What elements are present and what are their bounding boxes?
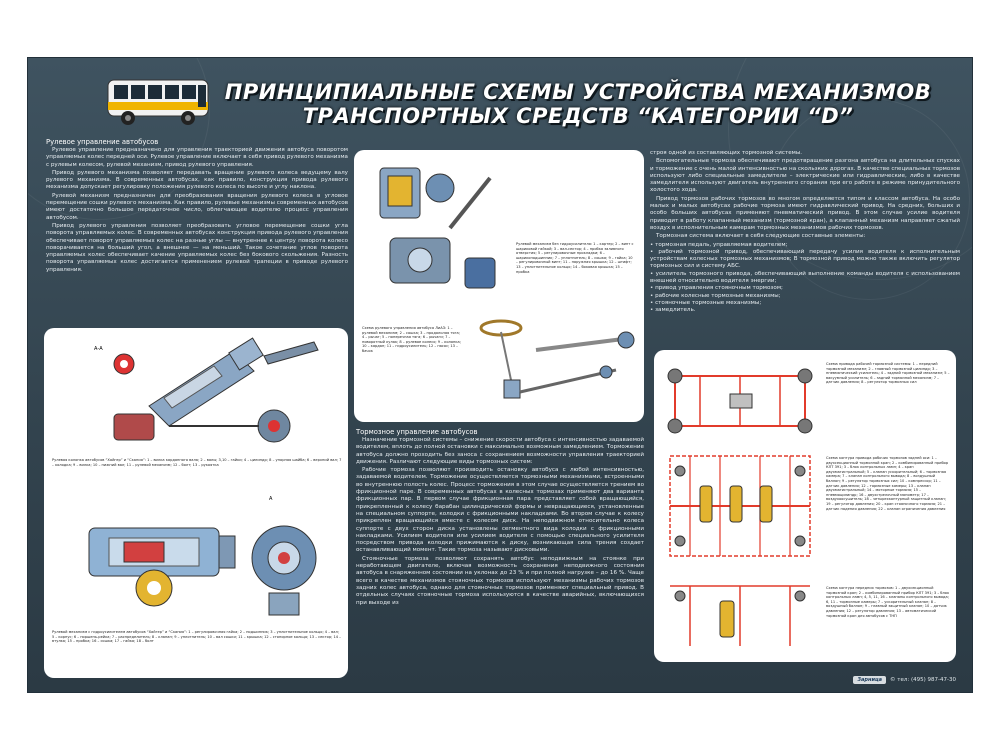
rear-brake-circuit-caption: Схема контура привода рабочих тормозов задней оси: 1 – двухсекционный тормозной кран; 2 – комбинированный прибор КЛТ 391; 3 – блок контрольных ламп; 4 – кран двухмагистральный; 5 – клапан ускорительный; 6 – тормозная камера; 7 – клапан контрольного вывода; 8 – воздушный баллон; 9 – регулятор тормозных сил; 10 – компрессор; 11 – датчик давления; 12 – тормозные камеры; 13 – клапан двухмагистральный; 14 – моторные тормоза; 15 – пневмоцилиндр; 16 – двухстрелочный манометр; 17 – воздухоосушитель; 18 – четырехконтурный защитный клапан; 19 – регулятор давления; 20 – кран стояночного тормоза; 21 – датчик падения давления; 22 – клапан ограничения давления bbox=[826, 456, 949, 511]
brakes-paragraph: Вспомогательные тормоза обеспечивают предотвращение разгона автобуса на длительных спусках и торможение с очень малой интенсивностью на скользких дорогах. В качестве специальных тормозов используют либо специальные замедлители – электрические или гидравлические, либо в качестве замедлителя используют двигатель внутреннего сгорания при его работе в режиме принудительного холостого хода. bbox=[650, 158, 960, 194]
footer bbox=[853, 676, 956, 684]
brakes-paragraph: строя одной из составляющих тормозной системы. bbox=[650, 150, 803, 156]
brakes-continued-section bbox=[650, 150, 960, 346]
steering-column-caption: Рулевая колонка автобусов “Хайгер” и “Скания”: 1 – вилка карданного вала; 2 – валы; 3,10 – гайки; 4 – цилиндр; 8 – упорная шайба; 6 – верхний вал; 7 – колодка; 9 – вилка; 10 – нижний вал; 11 – рулевой механизм; 12 – болт; 13 – рукоятка bbox=[52, 458, 342, 467]
front-brake-circuit-caption: Схема контура передних тормозов: 1 – двухсекционный тормозной кран; 2 – комбинированный прибор КЛТ 391; 3 – блок контрольных ламп; 4, 5, 11, 16 – клапаны контрольного вывода; 6, 11 – тормозные камеры; 7 – ускорительный клапан; 8 – воздушный баллон; 9 – главный защитный клапан; 10 – датчик давления; 12 – регулятор давления; 13 – автоматический тормозной кран для автобусов с ТНП bbox=[826, 586, 950, 618]
brakes-paragraph: Рабочие тормоза позволяют производить остановку автобуса с любой интенсивностью, задаваемой водителем. Торможение осуществляется тормозными механизмами, встроенными во внутреннюю полость колес. Процесс торможения в этом случае осуществляется трением во фрикционной паре. В современных автобусах в колесных тормозах применяют два варианта фрикционных пар. В первом случае фрикционная пара представляет собой вращающийся, прикрепленный к колесу барабан цилиндрической формы и невращающиеся, установленные на специальном суппорте, колодки с фрикционными накладками. Во втором случае к колесу прикреплен вращающийся вместе с колесом диск. На неподвижном относительно колеса суппорте с двух сторон диска установлены сегментного вида колодки с фрикционными накладками. Усилием водителя или усилием водителя с помощью специального усилителя посредством привода колодки прижимаются к диску, возникающая сила трения создает останавливающий момент. Такие тормоза называют дисковыми. bbox=[356, 467, 644, 554]
steering-paragraph: Рулевой механизм предназначен для преобразования вращения рулевого колеса в угловое перемещение сошки рулевого механизма. Как правило, рулевые механизмы современных автобусов имеют достаточно большое передаточное число, облегчающее водителю процесс управления автобусом. bbox=[46, 192, 348, 221]
poster bbox=[28, 58, 972, 692]
title-line-2: ТРАНСПОРТНЫХ СРЕДСТВ “КАТЕГОРИИ “D” bbox=[302, 104, 854, 128]
brakes-paragraph: Стояночные тормоза позволяют сохранять автобус неподвижным на стоянке при неработающем двигателе, включая возможность сохранения неподвижного состояния автобуса в снаряженном состоянии на уклонах до 23 % и при полной нагрузке – до 16 %. Чаще всего в качестве механизмов стояночных тормозов используют механизмы рабочих тормозов задних колес автобуса, однако для стояночных тормозов применяют специальный привод. В отдельных случаях стояночные тормоза используются в качестве аварийных, включающихся при выходе из bbox=[356, 555, 644, 606]
brakes-paragraph: Привод тормозов рабочих тормозов во многом определяется типом и классом автобуса. На особо малых и малых автобусах рабочие тормоза имеют гидравлический привод. На средних, больших и особо больших автобусах применяют пневматический привод. В этом случае усилие водителя приводит в работу клапанный механизм (тормозной кран), а клапанный механизм направляет сжатый воздух в исполнительным камерам тормозных механизмов рабочих тормозов. bbox=[650, 195, 960, 231]
steering-paragraph: Привод рулевого механизма позволяет передавать вращение рулевого колеса ведущему валу рулевого механизма. В современных автобусах, как правило, конструкция привода рулевого механизма допускает регулировку положения рулевого колеса по высоте и углу наклона. bbox=[46, 169, 348, 191]
brakes-bullet: • тормозная педаль, управляемая водителем; bbox=[650, 241, 788, 248]
steering-scheme-caption: Схема рулевого управления автобуса ЛиАЗ: 1 – рулевой механизм; 2 – сошка; 3 – продольная тяга; 4 – рычаг; 5 – поперечная тяга; 6 – рычаги; 7 – поворотный кулак; 8 – рулевое колесо; 9 – колонка; 10 – кардан; 11 – гидроусилитель; 12 – насос; 13 – бачок bbox=[362, 326, 461, 353]
steering-paragraph: Привод рулевого управления позволяет преобразовать угловое перемещение сошки угла поворота управляемых колес. В современных автобусах конструкция привода рулевого управления обеспечивает поворот управляемых колес на разные углы — внутреннее к центру поворота колесо поворачивается на больший угол, а внешнее — на меньший. Такое сочетание углов поворота управляемых колес обеспечивает качение управляемых колес без бокового скольжения. Разность поворота управляемых колес достигается применением рулевой трапеции в приводе рулевого управления. bbox=[46, 222, 348, 273]
diagram-label: А-А bbox=[94, 346, 103, 352]
brakes-paragraph: Назначение тормозной системы – снижение скорости автобуса с интенсивностью задаваемой водителем, вплоть до полной остановки с максимально возможным замедлением. Торможение автобуса должно проходить без заноса с сохранением возможности управления траекторией движения. Различают следующие виды тормозных систем: bbox=[356, 437, 644, 465]
steering-mechanism-caption: Рулевой механизм без гидроусилителя: 1 – картер; 2 – винт с шариковой гайкой; 3 – вал-сектор; 4 – пробка заливного отверстия; 5 – регулировочные прокладки; 6 – шарикоподшипник; 7 – уплотнитель; 8 – сошка; 9 – гайка; 10 – регулировочный винт; 11 – наружная крышка; 12 – штифт; 13 – уплотнительное кольцо; 14 – боковая крышка; 15 – пробка bbox=[516, 242, 634, 274]
brakes-bullet: • замедлитель. bbox=[650, 307, 696, 314]
brakes-section bbox=[356, 428, 644, 678]
brakes-bullet: • привод управления стояночным тормозом; bbox=[650, 285, 783, 292]
header bbox=[28, 58, 972, 140]
steering-paragraph: Рулевое управление предназначено для управления траекторией движения автобуса поворотом управляемых колес передней оси. Рулевое управление включает в себя привод рулевого механизма с рулевым колесом, рулевой механизм, привод рулевого управления. bbox=[46, 147, 348, 168]
steering-column-diagram bbox=[54, 336, 339, 454]
brakes-bullet: • стояночные тормозные механизмы; bbox=[650, 299, 762, 306]
publisher-logo: Зарница bbox=[853, 676, 886, 684]
steering-heading: Рулевое управление автобусов bbox=[46, 138, 159, 146]
steering-section bbox=[46, 138, 348, 328]
steering-diagram-panel bbox=[44, 328, 348, 678]
brake-system-diagram bbox=[660, 356, 820, 656]
steering-scheme-diagram bbox=[466, 310, 641, 418]
steering-gear-diagram bbox=[69, 488, 329, 628]
diagram-label: А bbox=[269, 496, 273, 502]
steering-gear-caption: Рулевой механизм с гидроусилителем автобусов “Хайгер” и “Скания”: 1 – регулировочная гайка; 2 – подшипник; 3 – уплотнительное кольцо; 4 – вал; 5 – корпус; 6 – поршень-рейка; 7 – распределитель; 8 – клапан; 9 – уплотнитель; 10 – вал сошки; 11 – крышка; 12 – стопорное кольцо; 13 – сектор; 14 – втулка; 15 – пробка; 16 – сошка; 17 – гайка; 18 – болт bbox=[52, 630, 341, 644]
poster-title bbox=[218, 80, 938, 128]
brake-drive-caption: Схема привода рабочей тормозной системы: 1 – передний тормозной механизм; 2 – главный тормозной цилиндр; 3 – пневматический усилитель; 4 – задний тормозной механизм; 5 – вакуумный усилитель; 6 – задний тормозной механизм; 7 – датчик давления; 8 – регулятор тормозных сил bbox=[826, 362, 950, 385]
brake-diagram-panel bbox=[654, 350, 956, 662]
brakes-bullet: • рабочие колесные тормозные механизмы; bbox=[650, 292, 781, 299]
brakes-bullet: • усилитель тормозного привода, обеспечивающий выполнение команды водителя с использованием внешней относительно водителя энергии; bbox=[650, 270, 960, 285]
steering-mechanism-diagram bbox=[360, 158, 510, 308]
brakes-paragraph: Тормозная система включает в себя следующие составные элементы: bbox=[656, 233, 866, 240]
steering-mechanism-panel bbox=[354, 150, 644, 422]
brakes-heading: Тормозное управление автобусов bbox=[356, 428, 478, 436]
publisher-phone: © тел: (495) 987-47-30 bbox=[890, 677, 956, 683]
bus-icon bbox=[106, 76, 211, 128]
title-line-1: ПРИНЦИПИАЛЬНЫЕ СХЕМЫ УСТРОЙСТВА МЕХАНИЗМОВ bbox=[224, 80, 932, 104]
brakes-bullet: • рабочий тормозной привод, обеспечивающий передачу усилия водителя к исполнительным устройствам колесных тормозных механизмов; В тормозной привод можно также включить регулятор тормозных сил и систему АБС. bbox=[650, 248, 960, 270]
